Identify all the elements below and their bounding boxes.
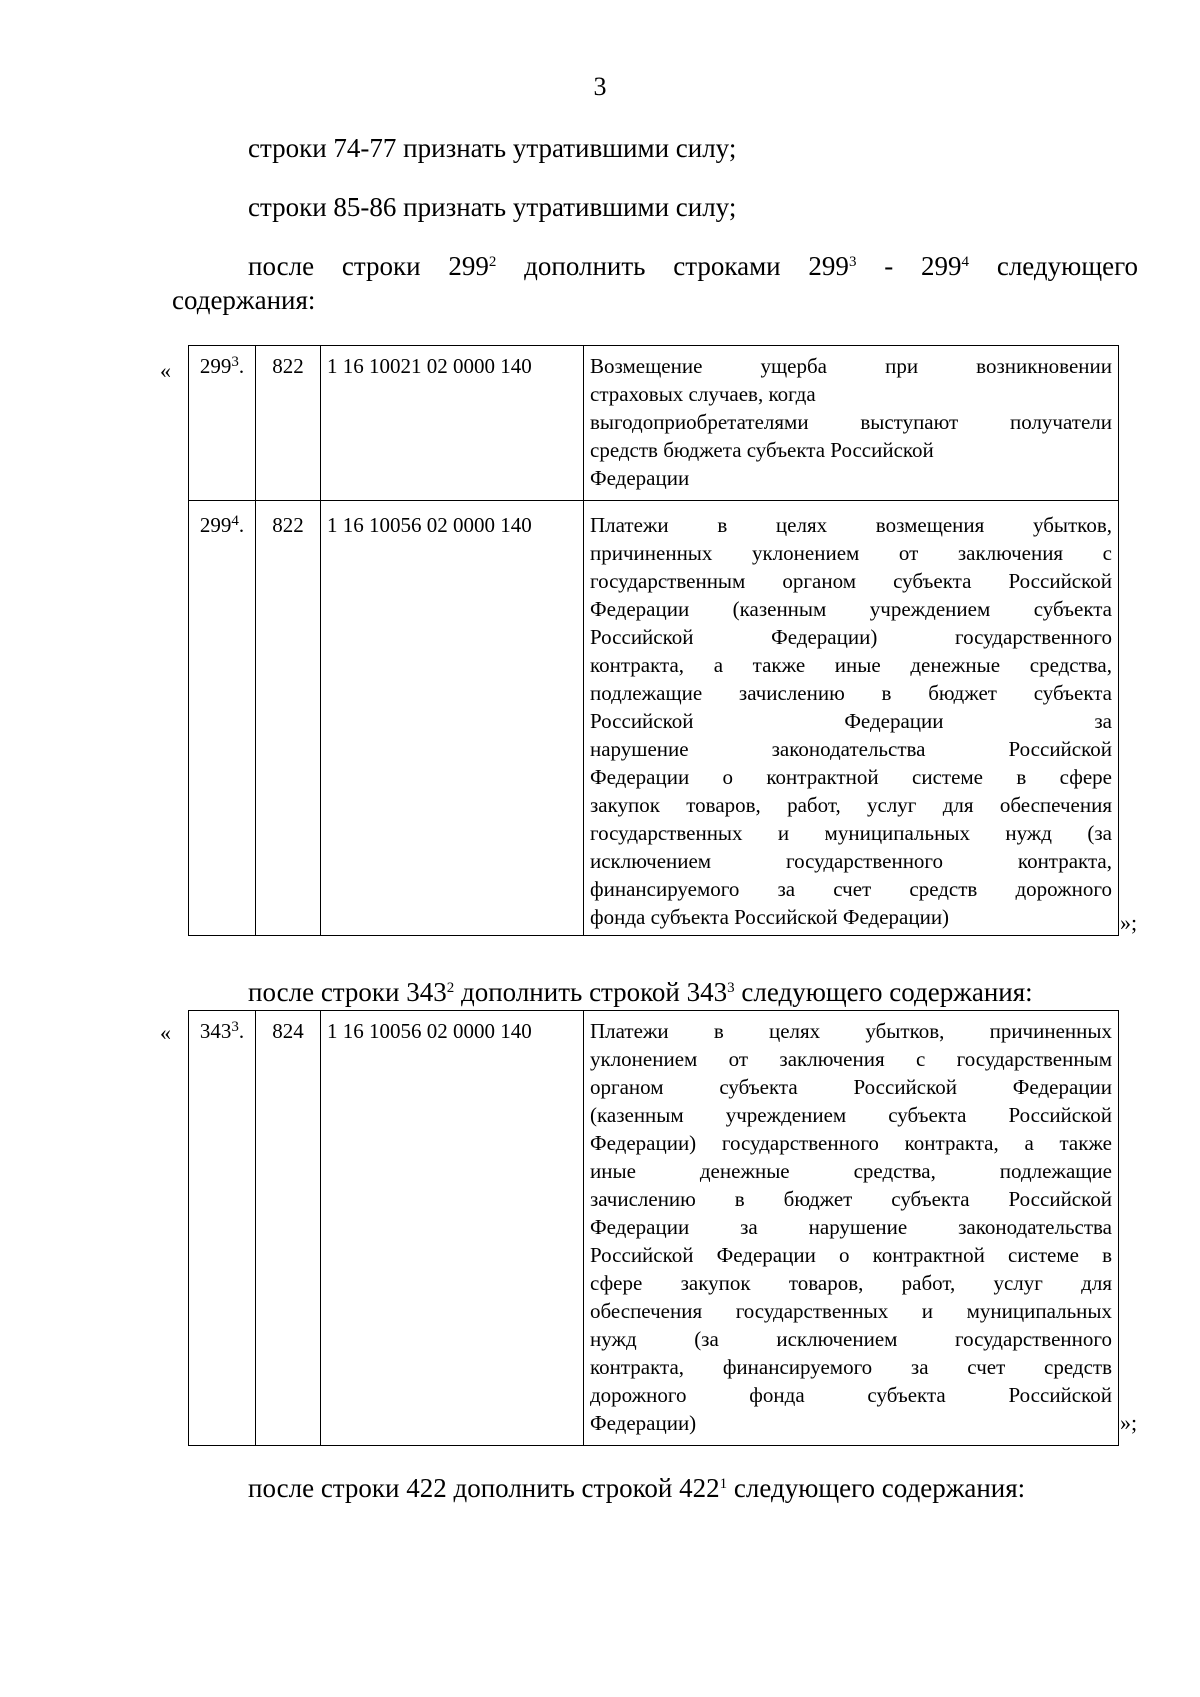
paragraph-after-343-2: после строки $343^2$ дополнить строкой $343^3$ следующего содержания: bbox=[248, 977, 1033, 1007]
page-number: 3 bbox=[593, 72, 607, 101]
quote-close-2: »; bbox=[1120, 1410, 1138, 1435]
paragraph-after-422: после строки 422 дополнить строкой $422^1$ следующего содержания: bbox=[248, 1473, 1026, 1503]
paragraph-lines-74-77: строки 74-77 признать утратившими силу; bbox=[248, 133, 737, 163]
admin-code: 824 bbox=[256, 1011, 321, 1446]
quote-close-1: »; bbox=[1120, 910, 1138, 935]
paragraph-after-299-2: после строки $299^2$ дополнить строками $299^3 - 299^4$ следующего bbox=[248, 251, 1139, 281]
table-row-343 bbox=[188, 1010, 1119, 1446]
table-row bbox=[189, 1011, 1119, 1446]
admin-code: 822 bbox=[256, 501, 321, 936]
table-row bbox=[189, 501, 1119, 936]
income-description: Платежи в целях возмещения убытков, причиненных уклонением от заключения с государственным органом субъекта Российской Федерации (казенным учреждением субъекта Российской Федерации) государственного контракта, а также иные денежные средства, подлежащие зачислению в бюджет субъекта Российской Федерации за нарушение законодательства Российской Федерации о контрактной системе в сфере закупок товаров, работ, услуг для обеспечения государственных и муниципальных нужд (за исключением государственного контракта, финансируемого за счет средств дорожного фонда субъекта Российской Федерации) bbox=[584, 501, 1119, 936]
income-description: Возмещение ущерба при возникновении страховых случаев, когда выгодоприобретателями выступают получатели средств бюджета субъекта Российской Федерации bbox=[584, 346, 1119, 501]
budget-code: 1 16 10056 02 0000 140 bbox=[321, 1011, 584, 1446]
paragraph-continuation: содержания: bbox=[172, 285, 316, 315]
budget-code: 1 16 10056 02 0000 140 bbox=[321, 501, 584, 936]
table-row bbox=[189, 346, 1119, 501]
quote-open-1: « bbox=[160, 358, 171, 383]
admin-code: 822 bbox=[256, 346, 321, 501]
budget-code: 1 16 10021 02 0000 140 bbox=[321, 346, 584, 501]
row-number: $299^4$. bbox=[189, 501, 256, 936]
row-number: $299^3$. bbox=[189, 346, 256, 501]
quote-open-2: « bbox=[160, 1020, 171, 1045]
paragraph-lines-85-86: строки 85-86 признать утратившими силу; bbox=[248, 192, 737, 222]
row-number: $343^3$. bbox=[189, 1011, 256, 1446]
income-description: Платежи в целях убытков, причиненных уклонением от заключения с государственным органом субъекта Российской Федерации (казенным учреждением субъекта Российской Федерации) государственного контракта, а также иные денежные средства, подлежащие зачислению в бюджет субъекта Российской Федерации за нарушение законодательства Российской Федерации о контрактной системе в сфере закупок товаров, работ, услуг для обеспечения государственных и муниципальных нужд (за исключением государственного контракта, финансируемого за счет средств дорожного фонда субъекта Российской Федерации) bbox=[584, 1011, 1119, 1446]
table-rows-299 bbox=[188, 345, 1119, 936]
